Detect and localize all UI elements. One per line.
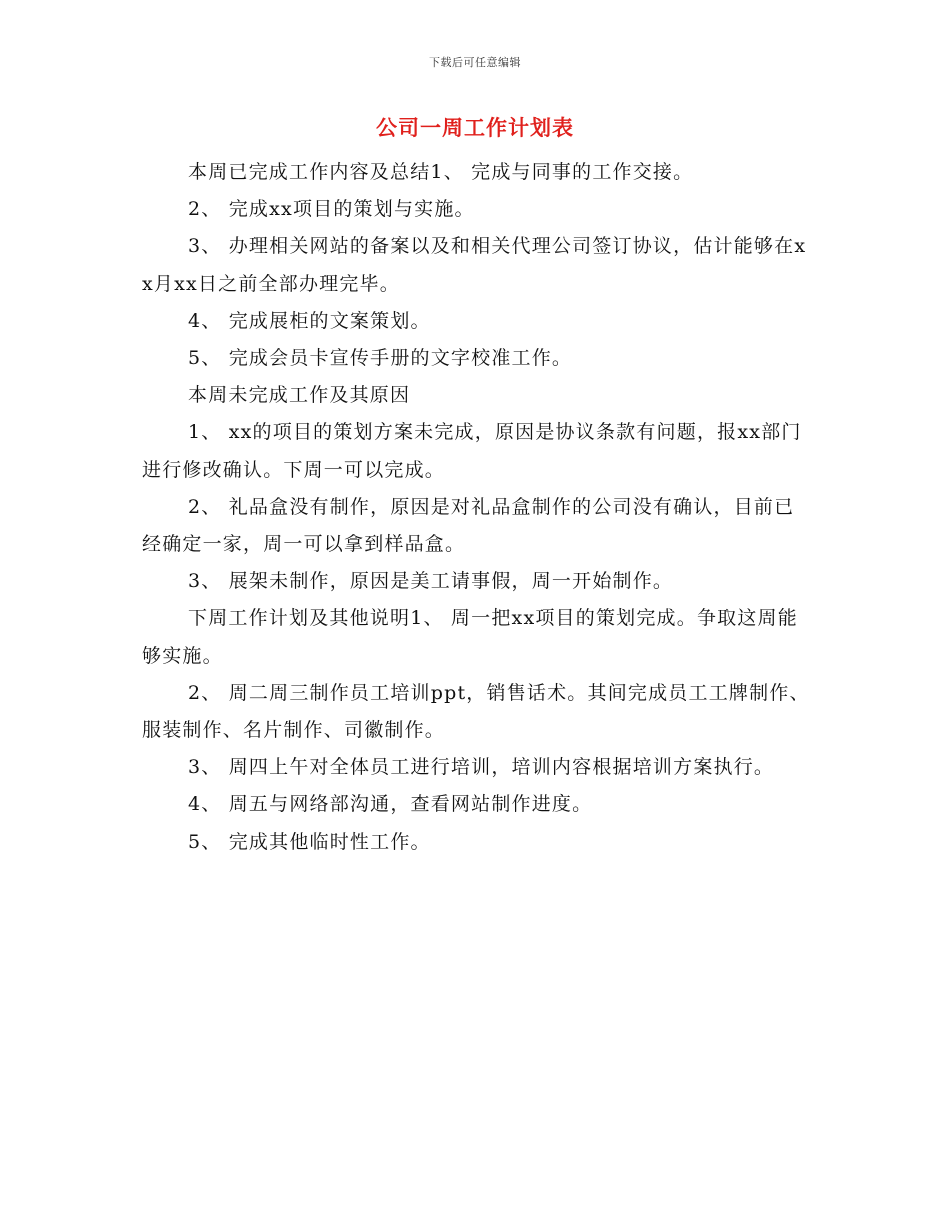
paragraph: 3、 办理相关网站的备案以及和相关代理公司签订协议，估计能够在xx月xx日之前全部办理完毕。 — [142, 235, 807, 295]
paragraph: 3、 周四上午对全体员工进行培训，培训内容根据培训方案执行。 — [188, 756, 775, 779]
paragraph: 5、 完成会员卡宣传手册的文字校准工作。 — [188, 347, 573, 370]
paragraph: 3、 展架未制作，原因是美工请事假，周一开始制作。 — [188, 570, 674, 593]
paragraph: 4、 完成展柜的文案策划。 — [188, 309, 431, 332]
paragraph: 2、 完成xx项目的策划与实施。 — [188, 198, 475, 221]
paragraph: 1、 xx的项目的策划方案未完成，原因是协议条款有问题，报xx部门进行修改确认。下周一可以完成。 — [142, 421, 802, 481]
header-note: 下载后可任意编辑 — [429, 56, 521, 69]
paragraph: 5、 完成其他临时性工作。 — [188, 830, 431, 853]
document-title: 公司一周工作计划表 — [376, 116, 574, 140]
paragraph: 本周已完成工作内容及总结1、 完成与同事的工作交接。 — [188, 161, 694, 183]
paragraph: 2、 周二周三制作员工培训ppt，销售话术。其间完成员工工牌制作、服装制作、名片制作、司徽制作。 — [142, 681, 810, 742]
paragraph: 本周未完成工作及其原因 — [188, 384, 411, 407]
paragraph: 4、 周五与网络部沟通，查看网站制作进度。 — [188, 793, 593, 816]
paragraph: 2、 礼品盒没有制作，原因是对礼品盒制作的公司没有确认，目前已经确定一家，周一可以拿到样品盒。 — [142, 495, 795, 556]
paragraph: 下周工作计划及其他说明1、 周一把xx项目的策划完成。争取这周能够实施。 — [142, 607, 798, 667]
document-body — [142, 154, 810, 861]
